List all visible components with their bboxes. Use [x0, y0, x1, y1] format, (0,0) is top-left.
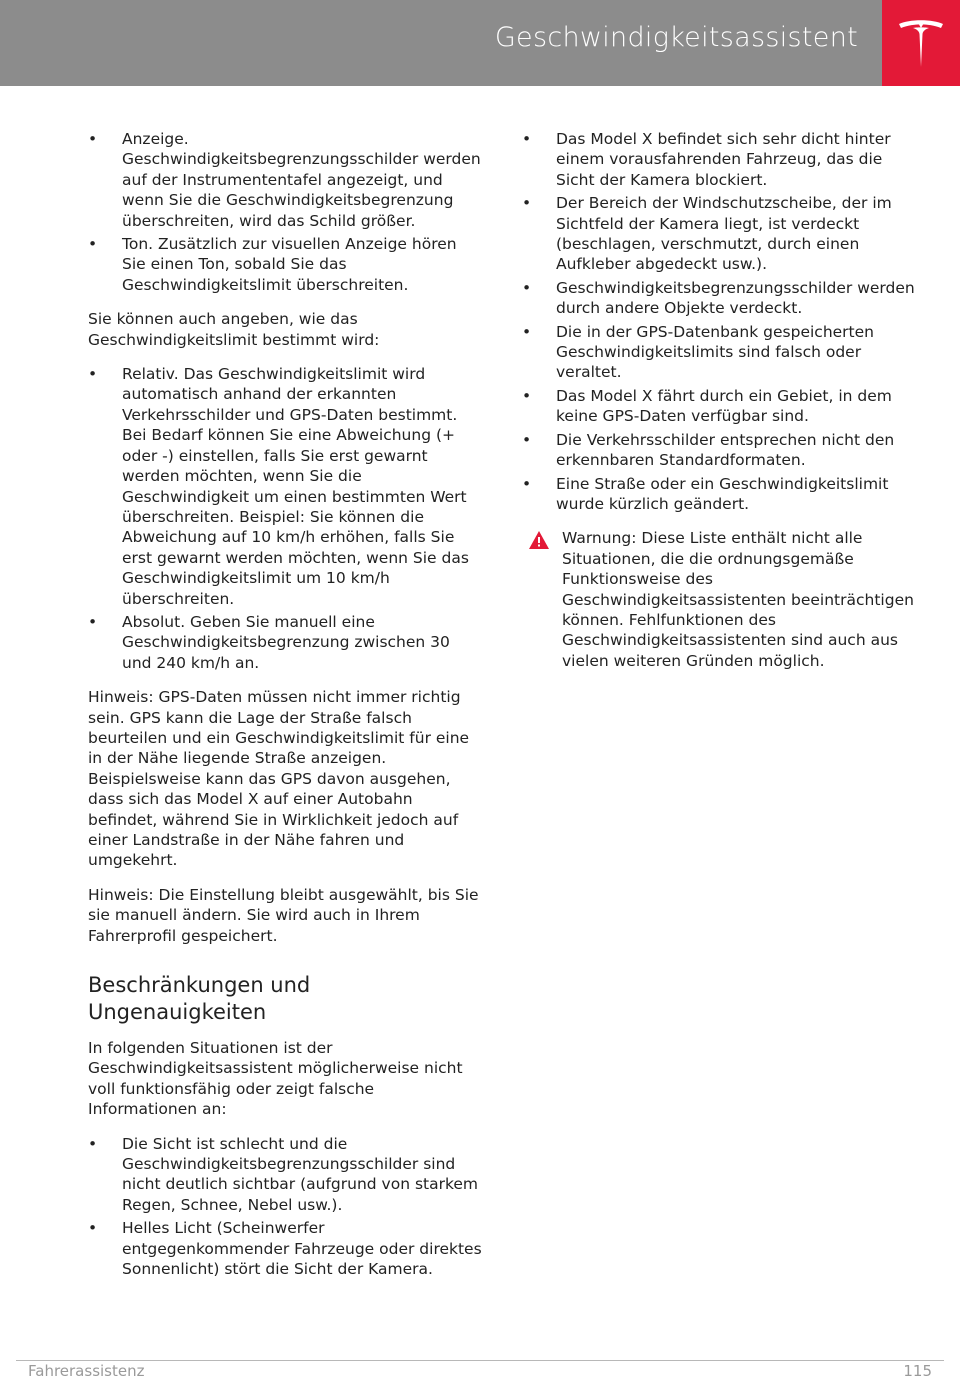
tesla-logo: [882, 0, 960, 86]
page-header: [0, 0, 960, 86]
left-column: [88, 129, 483, 1294]
list-item: • Die in der GPS-Datenbank gespeicherten Geschwindigkeitslimits sind falsch oder veraltet.: [522, 322, 874, 382]
warning-text: Warnung: Diese Liste enthält nicht alle Situationen, die die ordnungsgemäße Funktionsweise des Geschwindigkeitsassistenten beeinträchtigen können. Fehlfunktionen des Geschwindigkeitsassistenten sind auch aus vielen weiteren Gründen möglich.: [562, 529, 914, 670]
page-number: 115: [903, 1362, 932, 1380]
list-item: • Das Model X fährt durch ein Gebiet, in dem keine GPS-Daten verfügbar sind.: [522, 386, 892, 426]
bullet: •: [522, 130, 532, 148]
bullet: •: [88, 1219, 98, 1238]
list-item: • Die Sicht ist schlecht und die Geschwindigkeitsbegrenzungsschilder sind nicht deutlich sichtbar (aufgrund von starkem Regen, Schnee, Nebel usw.).: [88, 1134, 479, 1214]
display-options-list: [88, 129, 483, 295]
section-heading: Beschränkungen und Ungenauigkeiten: [88, 973, 311, 1025]
limit-mode-list: [88, 364, 483, 673]
limitations-list: [88, 1134, 483, 1280]
list-item: • Geschwindigkeitsbegrenzungsschilder werden durch andere Objekte verdeckt.: [522, 278, 915, 318]
bullet: •: [88, 612, 98, 631]
footer-divider: [16, 1360, 944, 1361]
paragraph: In folgenden Situationen ist der Geschwindigkeitsassistent möglicherweise nicht voll funktionsfähig oder zeigt falsche Informationen an:: [88, 1039, 463, 1119]
bullet: •: [88, 1134, 98, 1153]
list-item: • Helles Licht (Scheinwerfer entgegenkommender Fahrzeuge oder direktes Sonnenlicht) stört die Sicht der Kamera.: [88, 1219, 482, 1279]
warning-triangle-icon: [528, 530, 550, 550]
bullet: •: [88, 365, 98, 384]
bullet: •: [522, 430, 532, 449]
list-item: • Der Bereich der Windschutzscheibe, der im Sichtfeld der Kamera liegt, ist verdeckt (beschlagen, verschmutzt, durch einen Aufkleber abgedeckt usw.).: [522, 194, 892, 274]
warning-box: [522, 528, 922, 671]
list-item: • Absolut. Geben Sie manuell eine Geschwindigkeitsbegrenzung zwischen 30 und 240 km/h an.: [88, 612, 450, 672]
page-title: Geschwindigkeitsassistent: [494, 22, 858, 53]
list-item: • Das Model X befindet sich sehr dicht hinter einem vorausfahrenden Fahrzeug, das die Sicht der Kamera blockiert.: [522, 130, 891, 189]
bullet: •: [88, 235, 98, 254]
list-item: • Eine Straße oder ein Geschwindigkeitslimit wurde kürzlich geändert.: [522, 474, 889, 513]
right-column: [522, 129, 922, 671]
bullet: •: [522, 278, 532, 297]
bullet: •: [522, 386, 532, 405]
bullet: •: [522, 474, 532, 493]
list-item: • Ton. Zusätzlich zur visuellen Anzeige hören Sie einen Ton, sobald Sie das Geschwindigkeitslimit überschreiten.: [88, 235, 457, 294]
paragraph: Sie können auch angeben, wie das Geschwindigkeitslimit bestimmt wird:: [88, 310, 380, 349]
note-setting: Hinweis: Die Einstellung bleibt ausgewählt, bis Sie sie manuell ändern. Sie wird auch in Ihrem Fahrerprofil gespeichert.: [88, 885, 479, 945]
bullet: •: [522, 194, 532, 213]
bullet: •: [522, 322, 532, 341]
list-item: • Die Verkehrsschilder entsprechen nicht den erkennbaren Standardformaten.: [522, 430, 895, 470]
note-gps: Hinweis: GPS-Daten müssen nicht immer richtig sein. GPS kann die Lage der Straße falsch beurteilen und ein Geschwindigkeitslimit für eine in der Nähe liegende Straße anzeigen. Beispielsweise kann das GPS davon ausgehen, dass sich das Model X auf einer Autobahn befindet, während Sie in Wirklichkeit jedoch auf einer Landstraße in der Nähe fahren und umgekehrt.: [88, 688, 470, 870]
limitations-list-continued: [522, 129, 922, 514]
list-item: • Relativ. Das Geschwindigkeitslimit wird automatisch anhand der erkannten Verkehrsschilder und GPS-Daten bestimmt. Bei Bedarf können Sie eine Abweichung (+ oder -) einstellen, falls Sie erst gewarnt werden möchten, wenn Sie die Geschwindigkeit um einen bestimmten Wert überschreiten. Beispiel: Sie können die Abweichung auf 10 km/h erhöhen, falls Sie erst gewarnt werden möchten, wenn Sie das Geschwindigkeitslimit um 10 km/h überschreiten.: [88, 365, 469, 608]
footer-section: Fahrerassistenz: [28, 1362, 145, 1380]
bullet: •: [88, 130, 98, 148]
tesla-logo-icon: [896, 15, 946, 71]
list-item: • Anzeige. Geschwindigkeitsbegrenzungsschilder werden auf der Instrumententafel angezeigt, und wenn Sie die Geschwindigkeitsbegrenzung überschreiten, wird das Schild größer.: [88, 130, 481, 230]
